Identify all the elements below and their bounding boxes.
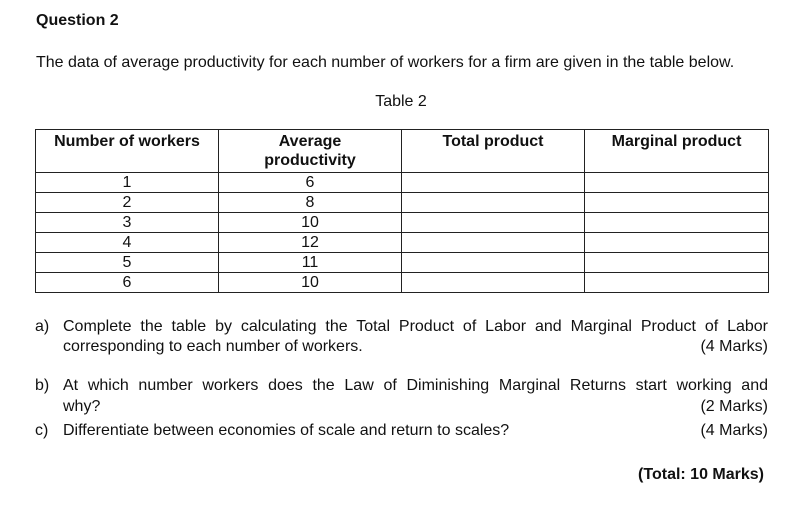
- marginal-product-cell: [585, 213, 769, 233]
- workers-cell: 3: [36, 213, 219, 233]
- marginal-product-cell: [585, 273, 769, 293]
- table-caption: Table 2: [375, 93, 427, 110]
- marginal-product-cell: [585, 173, 769, 193]
- marginal-product-cell: [585, 233, 769, 253]
- header-number-of-workers: Number of workers: [36, 130, 219, 173]
- header-total-product: Total product: [402, 130, 585, 173]
- question-label: a): [35, 318, 50, 335]
- total-product-cell: [402, 193, 585, 213]
- question-a: [35, 317, 768, 357]
- workers-cell: 6: [36, 273, 219, 293]
- question-marks: (2 Marks): [700, 398, 768, 415]
- total-marks: (Total: 10 Marks): [638, 466, 764, 483]
- question-text-line2: corresponding to each number of workers.: [63, 338, 363, 355]
- total-product-cell: [402, 273, 585, 293]
- workers-cell: 5: [36, 253, 219, 273]
- average-productivity-cell: 6: [219, 173, 402, 193]
- average-productivity-cell: 11: [219, 253, 402, 273]
- marginal-product-cell: [585, 193, 769, 213]
- total-product-cell: [402, 233, 585, 253]
- question-b: [35, 376, 768, 416]
- question-title: Question 2: [36, 12, 119, 29]
- table-row: [36, 273, 769, 293]
- workers-cell: 2: [36, 193, 219, 213]
- productivity-table: [35, 129, 769, 293]
- header-average-productivity: Average productivity: [219, 130, 402, 173]
- table-row: [36, 193, 769, 213]
- header-marginal-product: Marginal product: [585, 130, 769, 173]
- total-product-cell: [402, 213, 585, 233]
- table-header-row: [36, 130, 769, 173]
- question-label: b): [35, 377, 50, 394]
- question-label: c): [35, 422, 49, 439]
- table-row: [36, 253, 769, 273]
- workers-cell: 1: [36, 173, 219, 193]
- workers-cell: 4: [36, 233, 219, 253]
- average-productivity-cell: 8: [219, 193, 402, 213]
- table-row: [36, 173, 769, 193]
- question-marks: (4 Marks): [700, 338, 768, 355]
- question-marks: (4 Marks): [700, 422, 768, 439]
- marginal-product-cell: [585, 253, 769, 273]
- question-c: [35, 421, 768, 441]
- intro-text: The data of average productivity for each number of workers for a firm are given in the table below.: [36, 54, 735, 71]
- average-productivity-cell: 10: [219, 213, 402, 233]
- table-row: [36, 213, 769, 233]
- question-text-line1: At which number workers does the Law of Diminishing Marginal Returns start working and: [63, 377, 768, 394]
- question-text-line1: Differentiate between economies of scale and return to scales?: [63, 422, 510, 439]
- average-productivity-cell: 10: [219, 273, 402, 293]
- question-text-line2: why?: [63, 398, 101, 415]
- average-productivity-cell: 12: [219, 233, 402, 253]
- total-product-cell: [402, 173, 585, 193]
- table-row: [36, 233, 769, 253]
- question-text-line1: Complete the table by calculating the Total Product of Labor and Marginal Product of Labor: [63, 318, 768, 335]
- total-product-cell: [402, 253, 585, 273]
